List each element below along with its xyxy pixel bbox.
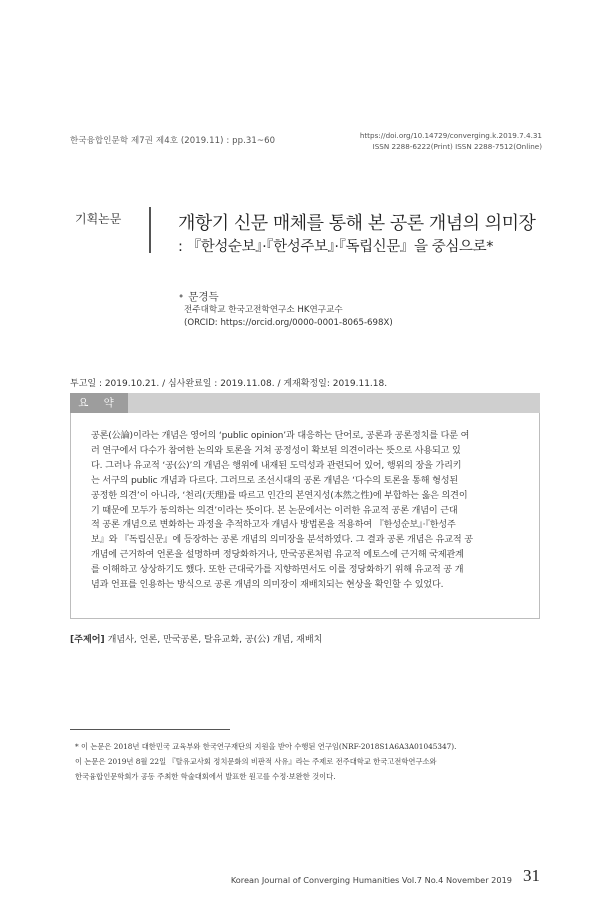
author-line	[178, 289, 219, 304]
footnote-line: * 이 논문은 2018년 대한민국 교육부와 한국연구재단의 지원을 받아 수행된 연구임(NRF-2018S1A6A3A01045347).	[75, 742, 457, 751]
doi-issn-block	[360, 130, 542, 152]
author-bullet: •	[178, 291, 185, 303]
orcid[interactable]: (ORCID: https://orcid.org/0000-0001-8065-698X)	[184, 318, 393, 328]
abstract-line: 적 공론 개념으로 변화하는 과정을 추적하고자 개념사 방법론을 적용하여 『한성순보』·『한성주	[91, 520, 456, 531]
footnote-line: 한국융합인문학회가 공동 주최한 학술대회에서 발표한 원고를 수정·보완한 것이다.	[75, 772, 336, 781]
title-divider	[149, 207, 151, 253]
abstract-text	[91, 429, 523, 593]
abstract-line: 는 서구의 public 개념과 다르다. 그러므로 조선시대의 공론 개념은 ‘다수의 토론을 통해 형성된	[91, 475, 459, 486]
author-name: 문경득	[188, 291, 219, 303]
abstract-line: 공정한 의견’이 아니라, ‘천리(天理)를 따르고 인간의 본연지성(本然之性)에 부합하는 옳은 의견이	[91, 490, 468, 501]
issn: ISSN 2288-6222(Print) ISSN 2288-7512(Online)	[372, 142, 542, 151]
footnote-line: 이 논문은 2019년 8월 22일 『탈유교사회 정치문화의 비판적 사유』라는 주제로 전주대학교 한국고전학연구소와	[75, 757, 437, 766]
journal-info: 한국융합인문학 제7권 제4호 (2019.11) : pp.31~60	[70, 136, 276, 146]
footer-journal: Korean Journal of Converging Humanities Vol.7 No.4 November 2019	[230, 875, 512, 885]
article-subtitle: : 『한성순보』·『한성주보』·『독립신문』을 중심으로*	[178, 239, 494, 255]
doi-link[interactable]: https://doi.org/10.14729/converging.k.2019.7.4.31	[359, 131, 542, 140]
abstract-line: 보』와 『독립신문』에 등장하는 공론 개념의 의미장을 분석하였다. 그 결과 공론 개념은 유교적 공	[91, 535, 473, 546]
abstract-line: 개념에 근거하여 언론을 설명하며 정당화하거나, 만국공론처럼 유교적 에토스에 근거해 국제관계	[91, 550, 464, 561]
abstract-line: 를 이해하고 상상하기도 했다. 또한 근대국가를 지향하면서도 이를 정당화하기 위해 유교적 공 개	[91, 565, 464, 576]
affiliation: 전주대학교 한국고전학연구소 HK연구교수	[184, 305, 343, 315]
abstract-line: 기 때문에 모두가 동의하는 의견’이라는 뜻이다. 본 논문에서는 이러한 유교적 공론 개념이 근대	[91, 505, 458, 516]
section-label: 기획논문	[75, 212, 122, 226]
article-title: 개항기 신문 매체를 통해 본 공론 개념의 의미장	[178, 213, 536, 234]
abstract-line: 념과 언표를 인용하는 방식으로 공론 개념의 의미장이 재배치되는 현상을 확인할 수 있었다.	[91, 580, 444, 591]
author-affiliation-block	[184, 304, 393, 330]
abstract-header-bar	[70, 393, 540, 413]
submission-dates: 투고일 : 2019.10.21. / 심사완료일 : 2019.11.08. / 게재확정일: 2019.11.18.	[70, 379, 388, 389]
abstract-line: 공론(公論)이라는 개념은 영어의 ‘public opinion’과 대응하는 단어로, 공론과 공론정치를 다룬 여	[91, 431, 470, 441]
abstract-heading: 요 약	[70, 393, 128, 413]
abstract-line: 다. 그러나 유교적 ‘공(公)’의 개념은 행위에 내재된 도덕성과 관련되어 있어, 행위의 장을 가리키	[91, 460, 462, 471]
keywords-label: [주제어]	[70, 635, 105, 645]
keywords-text: 개념사, 언론, 만국공론, 탈유교화, 공(公) 개념, 재배치	[107, 635, 323, 645]
page-number: 31	[523, 866, 540, 885]
footnote-rule	[70, 729, 230, 730]
keywords	[70, 632, 322, 645]
footnote	[75, 739, 555, 784]
abstract-line: 러 연구에서 다수가 참여한 논의와 토론을 거쳐 공정성이 확보된 의견이라는 뜻으로 사용되고 있	[91, 445, 461, 456]
